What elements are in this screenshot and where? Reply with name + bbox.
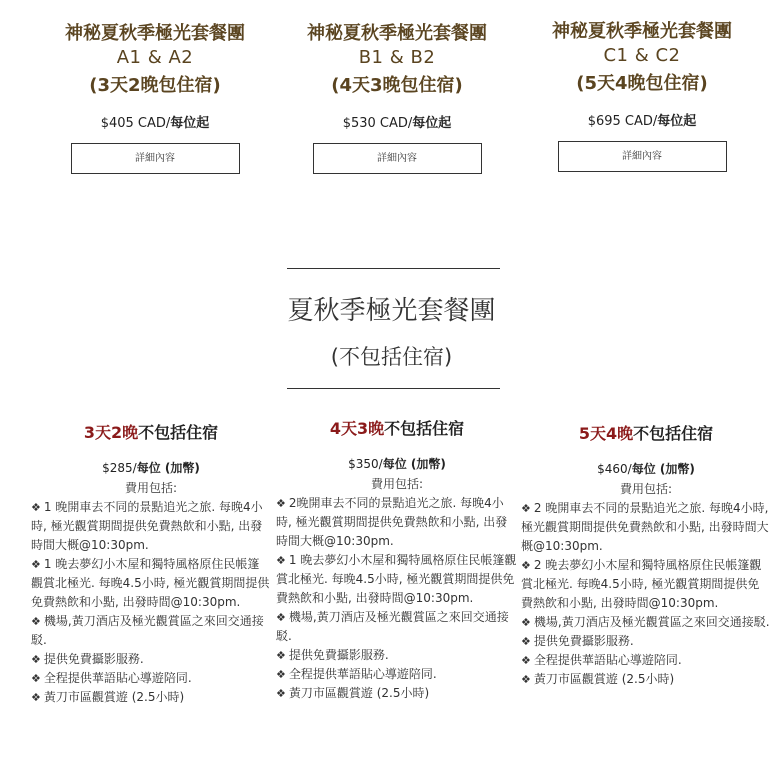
- price-amount: $350/: [348, 457, 383, 471]
- diamond-bullet-icon: ❖: [31, 672, 41, 685]
- includes-list: [276, 494, 518, 703]
- diamond-bullet-icon: ❖: [276, 668, 286, 681]
- price-unit: 每位 (加幣): [631, 462, 695, 476]
- package-price: [40, 112, 270, 131]
- diamond-bullet-icon: ❖: [31, 558, 41, 571]
- diamond-bullet-icon: ❖: [521, 673, 531, 686]
- package-code: C1 & C2: [603, 45, 681, 66]
- list-item: ❖ 1 晚去夢幻小木屋和獨特風格原住民帳篷觀賞北極光. 每晚4.5小時, 極光觀賞期間提供免費熱飲和小點, 出發時間@10:30pm.: [276, 553, 517, 605]
- list-item: ❖ 機場,黃刀酒店及極光觀賞區之來回交通接駁.: [31, 614, 264, 647]
- list-item: ❖ 2 晚開車去不同的景點追光之旅. 每晚4小時, 極光觀賞期間提供免費熱飲和小點, 出發時間大概@10:30pm.: [521, 501, 769, 553]
- diamond-bullet-icon: ❖: [521, 502, 531, 515]
- price-amount: $695 CAD/: [587, 114, 658, 129]
- details-button[interactable]: 詳細內容: [558, 141, 727, 172]
- package-duration: (4天3晚包住宿): [331, 75, 463, 96]
- tour-column-3d2n: [31, 420, 271, 707]
- list-item: ❖ 提供免費攝影服務.: [276, 648, 389, 662]
- list-item: ❖ 機場,黃刀酒店及極光觀賞區之來回交通接駁.: [521, 615, 770, 629]
- list-item: ❖ 黃刀市區觀賞遊 (2.5小時): [31, 690, 185, 704]
- list-item: ❖ 全程提供華語貼心導遊陪同.: [31, 671, 192, 685]
- package-card-b: [282, 22, 512, 174]
- price-unit: 每位起: [412, 116, 452, 131]
- column-heading: [276, 416, 518, 439]
- heading-note: 不包括住宿: [633, 424, 714, 443]
- price-unit: 每位 (加幣): [136, 461, 200, 475]
- details-button[interactable]: 詳細內容: [71, 143, 240, 174]
- column-heading: [31, 420, 271, 443]
- includes-list: [31, 498, 271, 707]
- list-item: ❖ 全程提供華語貼心導遊陪同.: [521, 653, 682, 667]
- diamond-bullet-icon: ❖: [31, 691, 41, 704]
- column-price: [521, 460, 771, 477]
- diamond-bullet-icon: ❖: [521, 616, 531, 629]
- package-code: A1 & A2: [116, 47, 194, 68]
- list-item: ❖ 提供免費攝影服務.: [31, 652, 144, 666]
- diamond-bullet-icon: ❖: [276, 497, 286, 510]
- package-card-c: [527, 20, 757, 172]
- price-unit: 每位起: [657, 114, 697, 129]
- divider-bottom: [287, 388, 500, 389]
- includes-label: 費用包括:: [619, 482, 673, 496]
- package-price: [527, 110, 757, 129]
- list-item: ❖ 提供免費攝影服務.: [521, 634, 634, 648]
- price-amount: $285/: [102, 461, 137, 475]
- price-unit: 每位起: [170, 116, 210, 131]
- package-duration: (5天4晚包住宿): [576, 73, 708, 94]
- section-subtitle: (不包括住宿): [330, 345, 453, 369]
- list-item: ❖ 2 晚去夢幻小木屋和獨特風格原住民帳篷觀賞北極光. 每晚4.5小時, 極光觀賞期間提供免費熱飲和小點, 出發時間@10:30pm.: [521, 558, 762, 610]
- package-duration: (3天2晚包住宿): [89, 75, 221, 96]
- includes-label: 費用包括:: [124, 481, 178, 495]
- package-title: 神秘夏秋季極光套餐團: [552, 21, 732, 42]
- list-item: ❖ 黃刀市區觀賞遊 (2.5小時): [521, 672, 675, 686]
- tour-column-5d4n: [521, 421, 771, 689]
- heading-duration: 3天2晚: [83, 423, 139, 442]
- column-heading: [521, 421, 771, 444]
- list-item: ❖ 2晚開車去不同的景點追光之旅. 每晚4小時, 極光觀賞期間提供免費熱飲和小點, 出發時間大概@10:30pm.: [276, 496, 508, 548]
- details-button[interactable]: 詳細內容: [313, 143, 482, 174]
- list-item: ❖ 黃刀市區觀賞遊 (2.5小時): [276, 686, 430, 700]
- list-item: ❖ 全程提供華語貼心導遊陪同.: [276, 667, 437, 681]
- list-item: ❖ 機場,黃刀酒店及極光觀賞區之來回交通接駁.: [276, 610, 509, 643]
- price-amount: $530 CAD/: [342, 116, 413, 131]
- price-amount: $460/: [597, 462, 632, 476]
- diamond-bullet-icon: ❖: [521, 559, 531, 572]
- list-item: ❖ 1 晚開車去不同的景點追光之旅. 每晚4小時, 極光觀賞期間提供免費熱飲和小點, 出發時間大概@10:30pm.: [31, 500, 263, 552]
- tour-column-4d3n: [276, 416, 518, 703]
- diamond-bullet-icon: ❖: [521, 654, 531, 667]
- includes-list: [521, 499, 771, 689]
- diamond-bullet-icon: ❖: [276, 554, 286, 567]
- diamond-bullet-icon: ❖: [276, 649, 286, 662]
- diamond-bullet-icon: ❖: [276, 687, 286, 700]
- package-price: [282, 112, 512, 131]
- diamond-bullet-icon: ❖: [31, 501, 41, 514]
- heading-note: 不包括住宿: [138, 423, 219, 442]
- diamond-bullet-icon: ❖: [521, 635, 531, 648]
- divider-top: [287, 268, 500, 269]
- price-amount: $405 CAD/: [100, 116, 171, 131]
- list-item: ❖ 1 晚去夢幻小木屋和獨特風格原住民帳篷觀賞北極光. 每晚4.5小時, 極光觀賞期間提供免費熱飲和小點, 出發時間@10:30pm.: [31, 557, 270, 609]
- heading-duration: 5天4晚: [578, 424, 634, 443]
- package-code: B1 & B2: [358, 47, 436, 68]
- diamond-bullet-icon: ❖: [31, 615, 41, 628]
- column-price: [31, 459, 271, 476]
- heading-note: 不包括住宿: [384, 419, 465, 438]
- includes-label: 費用包括:: [370, 477, 424, 491]
- heading-duration: 4天3晚: [329, 419, 385, 438]
- diamond-bullet-icon: ❖: [276, 611, 286, 624]
- price-unit: 每位 (加幣): [382, 457, 446, 471]
- package-card-a: [40, 22, 270, 174]
- column-price: [276, 455, 518, 472]
- section-title: 夏秋季極光套餐團: [287, 296, 496, 326]
- package-title: 神秘夏秋季極光套餐團: [65, 23, 245, 44]
- diamond-bullet-icon: ❖: [31, 653, 41, 666]
- package-title: 神秘夏秋季極光套餐團: [307, 23, 487, 44]
